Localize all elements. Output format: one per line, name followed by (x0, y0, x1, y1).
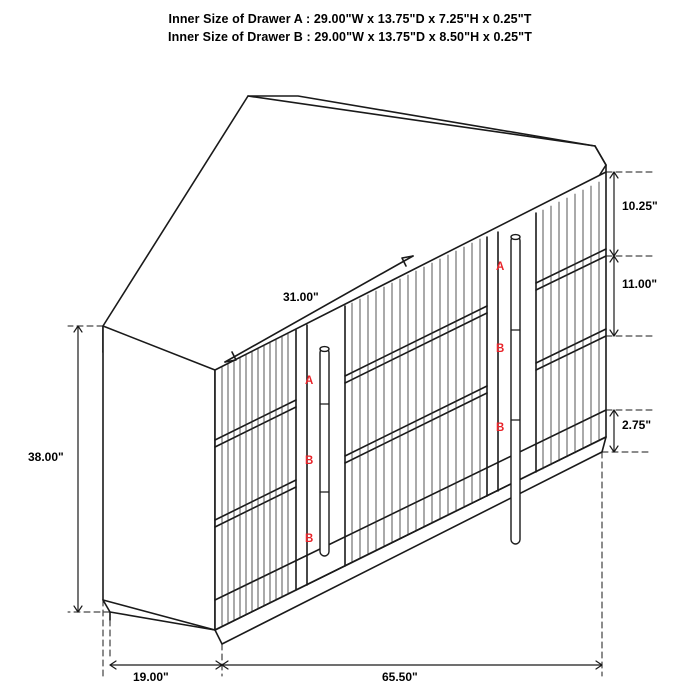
drawer-label-right-b1: B (496, 343, 505, 355)
drawer-label-right-a: A (496, 261, 505, 273)
dim-top-drawer-height: 10.25" (622, 199, 658, 213)
dim-total-width: 65.50" (382, 670, 418, 684)
dim-depth: 19.00" (133, 670, 169, 684)
drawer-label-right-b2: B (496, 422, 505, 434)
drawer-label-left-a: A (305, 375, 314, 387)
dim-top-depth: 31.00" (283, 290, 319, 304)
drawer-b-note: Inner Size of Drawer B : 29.00"W x 13.75"D x 8.50"H x 0.25"T (168, 30, 532, 44)
drawer-a-note: Inner Size of Drawer A : 29.00"W x 13.75"D x 7.25"H x 0.25"T (168, 12, 532, 26)
dim-base-height: 2.75" (622, 418, 652, 432)
dim-mid-drawer-height: 11.00" (622, 277, 658, 291)
drawer-label-left-b2: B (305, 533, 314, 545)
dim-total-height: 38.00" (28, 450, 64, 464)
drawer-label-left-b1: B (305, 455, 314, 467)
